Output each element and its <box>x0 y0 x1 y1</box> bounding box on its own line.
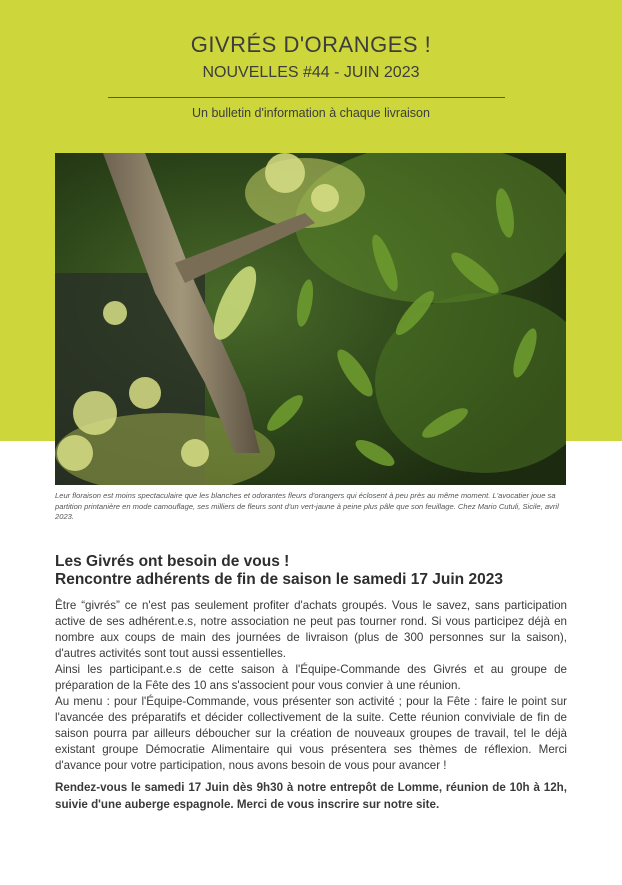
article-headline <box>55 553 575 589</box>
article-body <box>55 598 567 813</box>
issue-line: NOUVELLES #44 - JUIN 2023 <box>202 64 420 81</box>
headline-line-1: Les Givrés ont besoin de vous ! <box>55 553 290 570</box>
headline-line-2: Rencontre adhérents de fin de saison le samedi 17 Juin 2023 <box>55 571 503 588</box>
paragraph: Être “givrés” ce n'est pas seulement profiter d'achats groupés. Vous le savez, sans participation active de ses adhérent.e.s, notre association ne peut pas tourner rond. Si vous participez déjà en nombre aux coups de main des journées de livraison (plus de 300 personnes sur la saison), d'autres activités sont tout aussi essentielles. <box>55 599 567 660</box>
closing-invitation: Rendez-vous le samedi 17 Juin dès 9h30 à notre entrepôt de Lomme, réunion de 10h à 12h, suivie d'une auberge espagnole. Merci de vous inscrire sur notre site. <box>55 781 567 811</box>
paragraph: Au menu : pour l'Équipe-Commande, vous présenter son activité ; pour la Fête : faire le point sur l'avancée des préparatifs et décider collectivement de la suite. Cette réunion conviviale de fin de saison pourra par ailleurs déboucher sur la création de nouveaux groupes de travail, tel le déjà existant groupe Démocratie Alimentaire qui vous présentera ses thèmes de réflexion. Merci d'avance pour votre participation, nous avons besoin de vous pour avancer ! <box>55 695 567 772</box>
photo-caption: Leur floraison est moins spectaculaire que les blanches et odorantes fleurs d'orangers qui éclosent à peu près au même moment. L'avocatier joue sa partition printanière en mode camouflage, ses milliers de fleurs sont d'un vert-jaune à peine plus pâle que son feuillage. Chez Mario Cutuli, Sicile, avril 2023. <box>55 491 559 521</box>
newsletter-title: GIVRÉS D'ORANGES ! <box>190 32 432 57</box>
header-divider <box>108 97 505 98</box>
tagline: Un bulletin d'information à chaque livraison <box>192 106 430 120</box>
paragraph: Ainsi les participant.e.s de cette saison à l'Équipe-Commande des Givrés et au groupe de préparation de la Fête des 10 ans s'associent pour vous convier à une réunion. <box>55 663 567 692</box>
avocado-tree-photo <box>55 153 566 485</box>
